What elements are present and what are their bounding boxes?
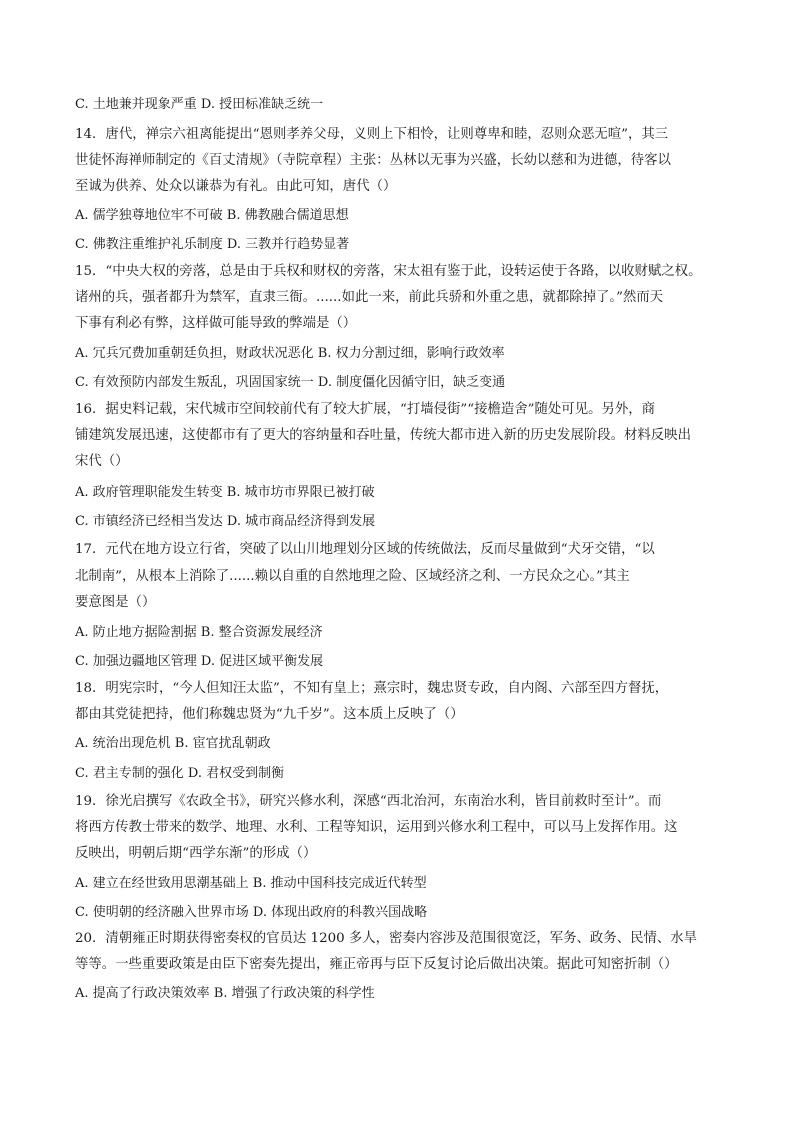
q18-options-ab: A. 统治出现危机 B. 宦官扰乱朝政	[75, 736, 271, 751]
q14-stem-line-1: 14．唐代，禅宗六祖离能提出“恩则孝养父母，义则上下相怜，让则尊卑和睦，忍则众恶无喧”，其三	[75, 127, 669, 142]
q20-stem-line-2: 等等。一些重要政策是由臣下密奏先提出，雍正帝再与臣下反复讨论后做出决策。据此可知密折制（）	[75, 957, 678, 972]
q16-options-cd: C. 市镇经济已经相当发达 D. 城市商品经济得到发展	[75, 514, 376, 529]
q17-stem-line-3: 要意图是（）	[75, 595, 156, 610]
q17-options-cd: C. 加强边疆地区管理 D. 促进区域平衡发展	[75, 654, 324, 669]
q15-options-ab: A. 冗兵冗费加重朝廷负担，财政状况恶化 B. 权力分割过细，影响行政效率	[75, 346, 505, 361]
q14-stem-line-2: 世徒怀海禅师制定的《百丈清规》（寺院章程）主张：丛林以无事为兴盛，长幼以慈和为进德，待客以	[75, 153, 671, 168]
q13-options-cd: C. 土地兼并现象严重 D. 授田标准缺乏统一	[75, 97, 324, 112]
q20-options-ab: A. 提高了行政决策效率 B. 增强了行政决策的科学性	[75, 986, 375, 1001]
q19-options-ab: A. 建立在经世致用思潮基础上 B. 推动中国科技完成近代转型	[75, 876, 427, 891]
q17-stem-line-1: 17．元代在地方设立行省，突破了以山川地理划分区域的传统做法，反而尽量做到“犬牙交错，“以	[75, 542, 655, 557]
q18-options-cd: C. 君主专制的强化 D. 君权受到制衡	[75, 766, 285, 781]
q16-options-ab: A. 政府管理职能发生转变 B. 城市坊市界限已被打破	[75, 485, 375, 500]
q16-stem-line-2: 铺建筑发展迅速，这使都市有了更大的容纳量和吞吐量，传统大都市进入新的历史发展阶段。材料反映出	[75, 428, 691, 443]
q14-stem-line-3: 至诚为供养、处众以谦恭为有礼。由此可知，唐代（）	[75, 179, 397, 194]
q15-stem-line-1: 15．“中央大权的旁落，总是由于兵权和财权的旁落，宋太祖有鉴于此，设转运使于各路，以收财赋之权。	[75, 264, 702, 279]
q15-stem-line-3: 下事有利必有弊，这样做可能导致的弊端是（）	[75, 316, 357, 331]
q19-stem-line-1: 19．徐光启撰写《农政全书》，研究兴修水利，深感“西北治河，东南治水利，皆目前救时至计”。而	[75, 794, 662, 809]
q16-stem-line-1: 16．据史料记载，宋代城市空间较前代有了较大扩展，“打墙侵街”“接檐造舍”随处可见。另外，商	[75, 402, 656, 417]
q20-stem-line-1: 20．清朝雍正时期获得密奏权的官员达 1200 多人，密奏内容涉及范围很宽泛，军务、政务、民情、水旱	[75, 931, 698, 946]
q16-stem-line-3: 宋代（）	[75, 454, 129, 469]
q17-stem-line-2: 北制南”，从根本上消除了......赖以自重的自然地理之险、区域经济之利、一方民众之心。”其主	[75, 569, 630, 584]
q18-stem-line-2: 都由其党徒把持，他们称魏忠贤为“九千岁”。这本质上反映了（）	[75, 707, 464, 722]
q18-stem-line-1: 18．明宪宗时，“今人但知汪太监”，不知有皇上；熹宗时，魏忠贤专政，自内阁、六部至四方督抚，	[75, 681, 669, 696]
q15-stem-line-2: 诸州的兵，强者都升为禁军，直隶三衙。......如此一来，前此兵骄和外重之患，就都除掉了。”然而天	[75, 290, 664, 305]
q19-stem-line-2: 将西方传教士带来的数学、地理、水利、工程等知识，运用到兴修水利工程中，可以马上发挥作用。这	[75, 820, 678, 835]
q17-options-ab: A. 防止地方据险割据 B. 整合资源发展经济	[75, 625, 323, 640]
q14-options-ab: A. 儒学独尊地位牢不可破 B. 佛教融合儒道思想	[75, 208, 349, 223]
q19-options-cd: C. 使明朝的经济融入世界市场 D. 体现出政府的科教兴国战略	[75, 905, 428, 920]
q14-options-cd: C. 佛教注重维护礼乐制度 D. 三教并行趋势显著	[75, 237, 350, 252]
q15-options-cd: C. 有效预防内部发生叛乱，巩固国家统一 D. 制度僵化因循守旧，缺乏变通	[75, 375, 506, 390]
q19-stem-line-3: 反映出，明朝后期“西学东渐”的形成（）	[75, 846, 317, 861]
